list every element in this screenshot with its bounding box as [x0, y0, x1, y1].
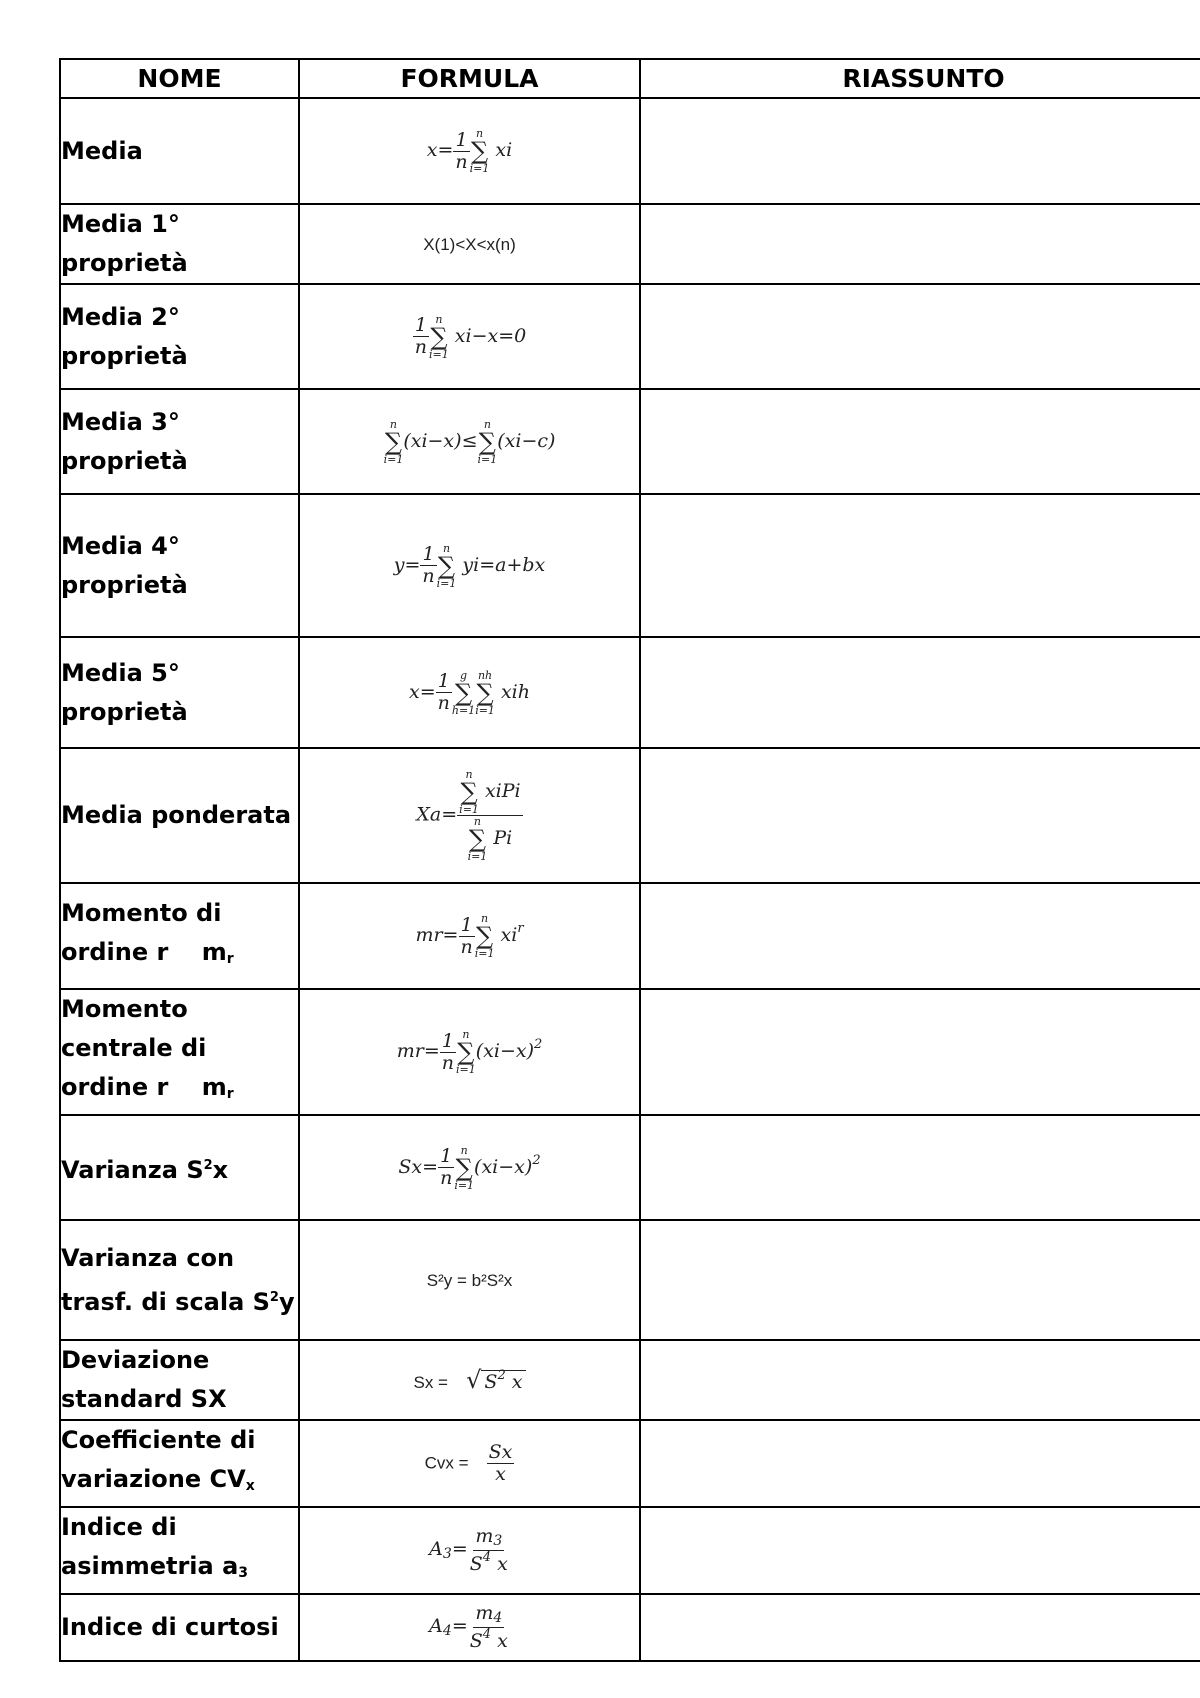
row-name: Momento centrale di ordine r $m_r$: [60, 989, 299, 1115]
table-row: [60, 204, 1200, 284]
summary-cell[interactable]: [640, 204, 1200, 284]
summary-cell[interactable]: [640, 1507, 1200, 1594]
table-row: [60, 637, 1200, 748]
row-name: Media 2° proprietà: [60, 284, 299, 389]
summary-cell[interactable]: [640, 284, 1200, 389]
table-row: [60, 1220, 1200, 1340]
table-row: [60, 284, 1200, 389]
row-name: Media ponderata: [60, 748, 299, 883]
table-row: [60, 1340, 1200, 1420]
summary-cell[interactable]: [640, 637, 1200, 748]
row-name: Media 3° proprietà: [60, 389, 299, 494]
row-name: Media 5° proprietà: [60, 637, 299, 748]
row-name: Media 4° proprietà: [60, 494, 299, 637]
summary-cell[interactable]: [640, 1420, 1200, 1507]
formula-central-moment: mr= $\frac{1}{n}$ n ∑ i=1 $(xi-x)^2$: [299, 989, 640, 1115]
row-name: Deviazione standard SX: [60, 1340, 299, 1420]
table-row: [60, 389, 1200, 494]
formula-coeff-variation: Cvx = $\frac{Sx}{x}$: [299, 1420, 640, 1507]
table-row: [60, 1420, 1200, 1507]
row-name: Coefficiente di variazione $CV_x$: [60, 1420, 299, 1507]
formula-variance-scale: S²y = b²S²x: [299, 1220, 640, 1340]
summary-cell[interactable]: [640, 989, 1200, 1115]
formula-weighted-mean: Xa= n ∑ i=1 xiPi n ∑ i=1 Pi: [299, 748, 640, 883]
table-row: [60, 494, 1200, 637]
row-name: Varianza $S^2x$: [60, 1115, 299, 1220]
formula-mean: x= $\frac{1}{n}$ n ∑ i=1 xi: [299, 98, 640, 204]
summary-cell[interactable]: [640, 1115, 1200, 1220]
formula-mean-prop-1: X(1)<X<x(n): [299, 204, 640, 284]
summary-cell[interactable]: [640, 389, 1200, 494]
row-name: Media: [60, 98, 299, 204]
formula-mean-prop-4: y= $\frac{1}{n}$ n ∑ i=1 yi=a+bx: [299, 494, 640, 637]
header-formula: FORMULA: [299, 59, 640, 98]
row-name: Media 1° proprietà: [60, 204, 299, 284]
table-row: [60, 1115, 1200, 1220]
table-row: [60, 748, 1200, 883]
summary-cell[interactable]: [640, 748, 1200, 883]
formula-moment: mr= $\frac{1}{n}$ n ∑ i=1 $xi^r$: [299, 883, 640, 989]
table-row: [60, 1594, 1200, 1661]
formula-mean-prop-2: $\frac{1}{n}$ n ∑ i=1 xi−x=0: [299, 284, 640, 389]
table-row: [60, 883, 1200, 989]
formula-std-dev: Sx = √ $S^2$ x: [299, 1340, 640, 1420]
row-name: Indice di asimmetria $a_3$: [60, 1507, 299, 1594]
summary-cell[interactable]: [640, 1220, 1200, 1340]
formula-mean-prop-5: x= $\frac{1}{n}$ g ∑ h=1 nh ∑ i=1 xih: [299, 637, 640, 748]
row-name: Momento di ordine r $m_r$: [60, 883, 299, 989]
table-row: [60, 98, 1200, 204]
formula-skewness: $A_3=$ $\frac{m_3}{S^4 x}$: [299, 1507, 640, 1594]
table-row: [60, 989, 1200, 1115]
row-name: Indice di curtosi: [60, 1594, 299, 1661]
row-name: Varianza con trasf. di scala $S^2y$: [60, 1220, 299, 1340]
formula-variance: Sx= $\frac{1}{n}$ n ∑ i=1 $(xi-x)^2$: [299, 1115, 640, 1220]
header-row: [60, 59, 1200, 98]
summary-cell[interactable]: [640, 98, 1200, 204]
header-summary: RIASSUNTO: [640, 59, 1200, 98]
summary-cell[interactable]: [640, 1594, 1200, 1661]
formula-kurtosis: $A_4=$ $\frac{m_4}{S^4 x}$: [299, 1594, 640, 1661]
summary-cell[interactable]: [640, 1340, 1200, 1420]
formula-mean-prop-3: n ∑ i=1 (xi−x)≤ n ∑ i=1 (xi−c): [299, 389, 640, 494]
header-name: NOME: [60, 59, 299, 98]
statistics-formula-table: [59, 58, 1200, 1662]
table-row: [60, 1507, 1200, 1594]
summary-cell[interactable]: [640, 494, 1200, 637]
summary-cell[interactable]: [640, 883, 1200, 989]
